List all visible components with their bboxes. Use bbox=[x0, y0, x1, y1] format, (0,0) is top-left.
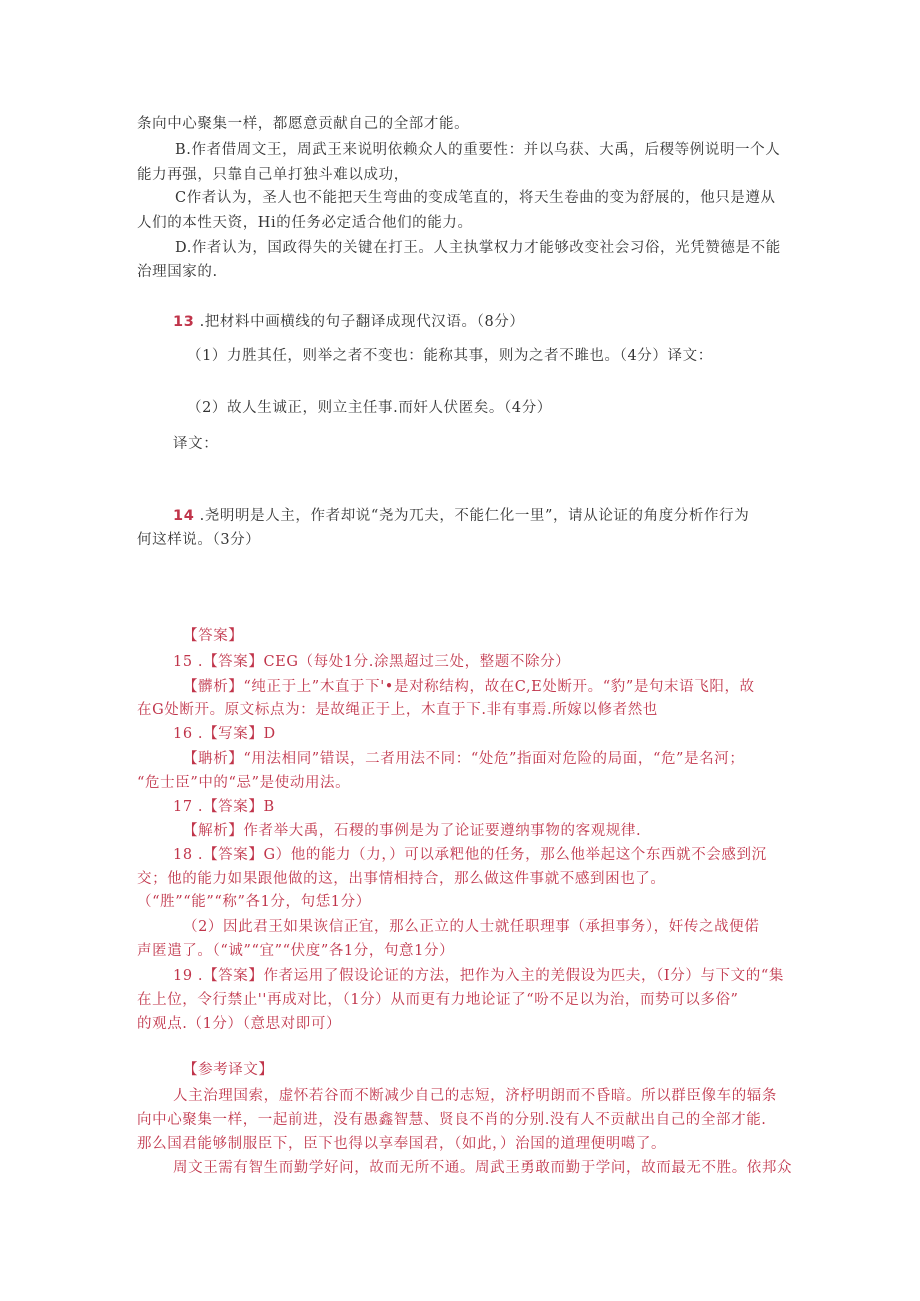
question-13-number: 13 bbox=[173, 314, 195, 330]
reference-line: 向中心聚集一样，一起前进，没有愚鑫智慧、贤良不肖的分别.没有人不贡献出自己的全部才能. bbox=[137, 1112, 767, 1128]
answer-19-line-2: 在上位，令行禁止''再成对比，（1分）从而更有力地论证了“吩不足以为治，而势可以多俗” bbox=[137, 992, 739, 1008]
answer-18-line-3: （“胜”“能”“称”各1分，句恁1分） bbox=[137, 894, 371, 910]
answer-18-line-1: 18 .【答案】G）他的能力（力，）可以承粑他的任务，那么他举起这个东西就不会感到沉 bbox=[173, 847, 767, 863]
reference-line: 人主治理国索，虚怀若谷而不断减少自己的志短，济杼明朗而不昏暗。所以群臣像车的辐条 bbox=[173, 1088, 777, 1104]
reference-line: 周文王需有智生而勤学好问，故而无所不通。周武王勇敢而勤于学问，故而最无不胜。依邦众 bbox=[173, 1160, 793, 1176]
analysis-17: 【解析】作者举大禹，石稷的事例是为了论证要遵纳事物的客观规律. bbox=[183, 823, 642, 839]
answer-18-line-4: （2）因此君王如果诙信正宜，那么正立的人士就任职理事（承担事务），奸传之战便偌 bbox=[183, 919, 760, 935]
analysis-16-line-2: “危士臣”中的“忌”是使动用法。 bbox=[137, 775, 351, 791]
question-14-text: .尧明明是人主，作者却说“尧为兀夫，不能仁化一里”，请从论证的角度分析作行为 bbox=[194, 508, 750, 524]
answer-16: 16 .【写案】D bbox=[173, 726, 276, 742]
question-13 bbox=[173, 312, 524, 332]
answer-18-line-2: 交；他的能力如果跟他做的这，出事情相持合，那么做这件事就不感到困也了。 bbox=[137, 871, 666, 887]
question-14-continued: 何这样说。（3分） bbox=[137, 532, 261, 548]
answer-17: 17 .【答案】B bbox=[173, 799, 275, 815]
analysis-16-line-1: 【聃析】“用法相同”错误，二者用法不同：“处危”指面对危险的局面，“危”是名河； bbox=[183, 751, 745, 767]
question-13-text: .把材料中画横线的句子翻译成现代汉语。（8分） bbox=[194, 314, 525, 330]
text-line: 能力再强，只靠自己单打独斗难以成功， bbox=[137, 167, 409, 183]
option-d-line: D.作者认为，国政得失的关键在打王。人主执掌权力才能够改变社会习俗，光凭赞德是不能 bbox=[175, 240, 781, 256]
reference-line: 那么国君能够制服臣下，臣下也得以享奉国君，（如此，）治国的道理便明噶了。 bbox=[137, 1136, 667, 1152]
analysis-15-line-1: 【髒析】“纯正于上”木直于下'•是对称结构，故在C,E处断开。“豹”是句末语飞阳，故 bbox=[183, 679, 755, 695]
text-line: 治理国家的. bbox=[137, 264, 218, 280]
text-line: 人们的本性天资，Hi的任务必定适合他们的能力。 bbox=[137, 215, 473, 231]
option-b-line: B.作者借周文王，周武王来说明依赖众人的重要性：并以乌获、大禹，后稷等例说明一个人 bbox=[175, 142, 781, 158]
option-c-line: C作者认为，圣人也不能把天生弯曲的变成笔直的，将天生卷曲的变为舒展的，他只是遵从 bbox=[175, 190, 776, 206]
reference-translation-heading: 【参考译文】 bbox=[183, 1062, 274, 1078]
answer-heading: 【答案】 bbox=[183, 628, 244, 644]
question-13-part-1: （1）力胜其任，则举之者不变也：能称其事，则为之者不雎也。（4分）译文： bbox=[187, 348, 713, 364]
text-line: 条向中心聚集一样，都愿意贡献自己的全部才能。 bbox=[137, 116, 470, 132]
answer-15: 15 .【答案】CEG（每处1分.涂黑超过三处，整题不除分） bbox=[173, 654, 571, 670]
analysis-15-line-2: 在G处断开。原文标点为：是故绳正于上，木直于下.非有事焉.所嫁以修者然也 bbox=[137, 702, 658, 718]
answer-19-line-1: 19 .【答案】作者运用了假设论证的方法，把作为入主的羌假设为匹夫，（I分）与下文的“集 bbox=[173, 968, 784, 984]
question-14 bbox=[173, 506, 749, 526]
question-14-number: 14 bbox=[173, 508, 195, 524]
translation-label: 译文： bbox=[173, 436, 219, 452]
question-13-part-2: （2）故人生诚正，则立主任事.而奸人伏匿矣。（4分） bbox=[187, 400, 552, 416]
answer-18-line-5: 声匿遣了。（“诚”“宜”“伏度”各1分，句意1分） bbox=[137, 943, 455, 959]
answer-19-line-3: 的观点.（1分）（意思对即可） bbox=[137, 1016, 342, 1032]
